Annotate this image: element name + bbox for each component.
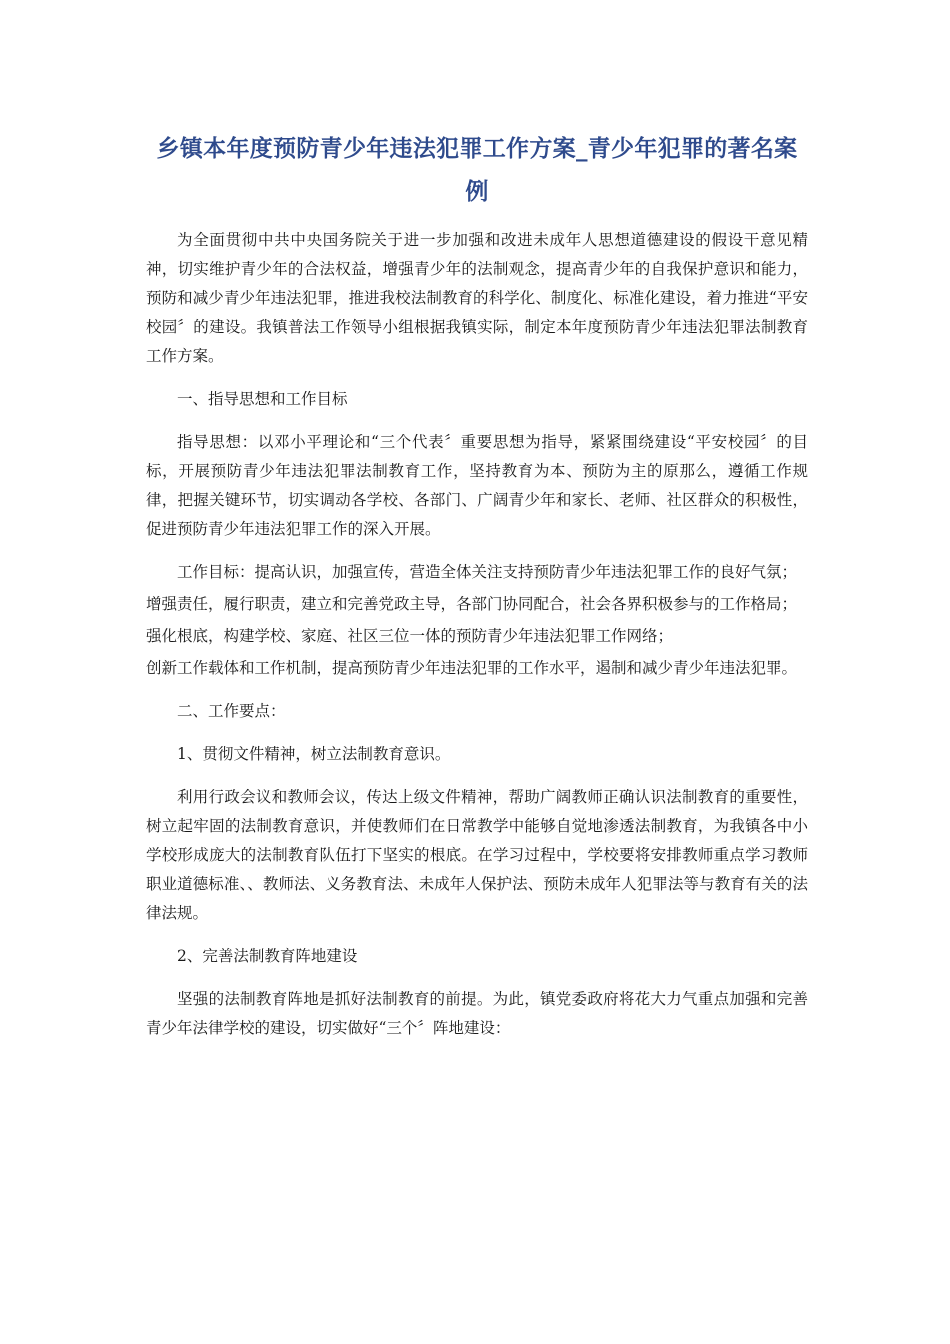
section-heading-work-points: 二、工作要点： — [177, 702, 286, 720]
paragraph-point-1: 利用行政会议和教师会议，传达上级文件精神，帮助广阔教师正确认识法制教育的重要性，树立起牢固的法制教育意识，并使教师们在日常教学中能够自觉地渗透法制教育，为我镇各中小学校形成庞大的法制教育队伍打下坚实的根底。在学习过程中，学校要将安排教师重点学习教师职业道德标准、、教师法、义务教育法、未成年人保护法、预防未成年人犯罪法等与教育有关的法律法规。 — [146, 788, 808, 922]
paragraph-goal-foundation: 强化根底，构建学校、家庭、社区三位一体的预防青少年违法犯罪工作网络； — [146, 627, 674, 645]
document-title: 乡镇本年度预防青少年违法犯罪工作方案_青少年犯罪的著名案例 — [156, 136, 798, 205]
paragraph-goal-innovation: 创新工作载体和工作机制，提高预防青少年违法犯罪的工作水平，遏制和减少青少年违法犯罪。 — [146, 659, 798, 677]
paragraph-goal-responsibility: 增强责任，履行职责，建立和完善党政主导，各部门协同配合，社会各界积极参与的工作格局； — [146, 595, 798, 613]
document-body — [146, 226, 808, 1043]
section-heading-guiding-thought: 一、指导思想和工作目标 — [177, 390, 348, 408]
paragraph-work-goal: 工作目标：提高认识，加强宣传，营造全体关注支持预防青少年违法犯罪工作的良好气氛； — [177, 563, 798, 581]
paragraph-intro: 为全面贯彻中共中央国务院关于进一步加强和改进未成年人思想道德建设的假设干意见精神，切实维护青少年的合法权益，增强青少年的法制观念，提高青少年的自我保护意识和能力，预防和减少青少年违法犯罪，推进我校法制教育的科学化、制度化、标准化建设，着力推进“平安校园〞的建设。我镇普法工作领导小组根据我镇实际，制定本年度预防青少年违法犯罪法制教育工作方案。 — [146, 231, 808, 365]
document-page — [146, 128, 808, 1057]
subheading-point-1: 1、贯彻文件精神，树立法制教育意识。 — [177, 745, 451, 763]
paragraph-point-2: 坚强的法制教育阵地是抓好法制教育的前提。为此，镇党委政府将花大力气重点加强和完善青少年法律学校的建设，切实做好“三个〞阵地建设： — [146, 990, 808, 1037]
subheading-point-2: 2、完善法制教育阵地建设 — [177, 947, 358, 965]
paragraph-guiding-thought: 指导思想：以邓小平理论和“三个代表〞重要思想为指导，紧紧围绕建设“平安校园〞的目标，开展预防青少年违法犯罪法制教育工作，坚持教育为本、预防为主的原那么，遵循工作规律，把握关键环节，切实调动各学校、各部门、广阔青少年和家长、老师、社区群众的积极性，促进预防青少年违法犯罪工作的深入开展。 — [146, 433, 808, 538]
